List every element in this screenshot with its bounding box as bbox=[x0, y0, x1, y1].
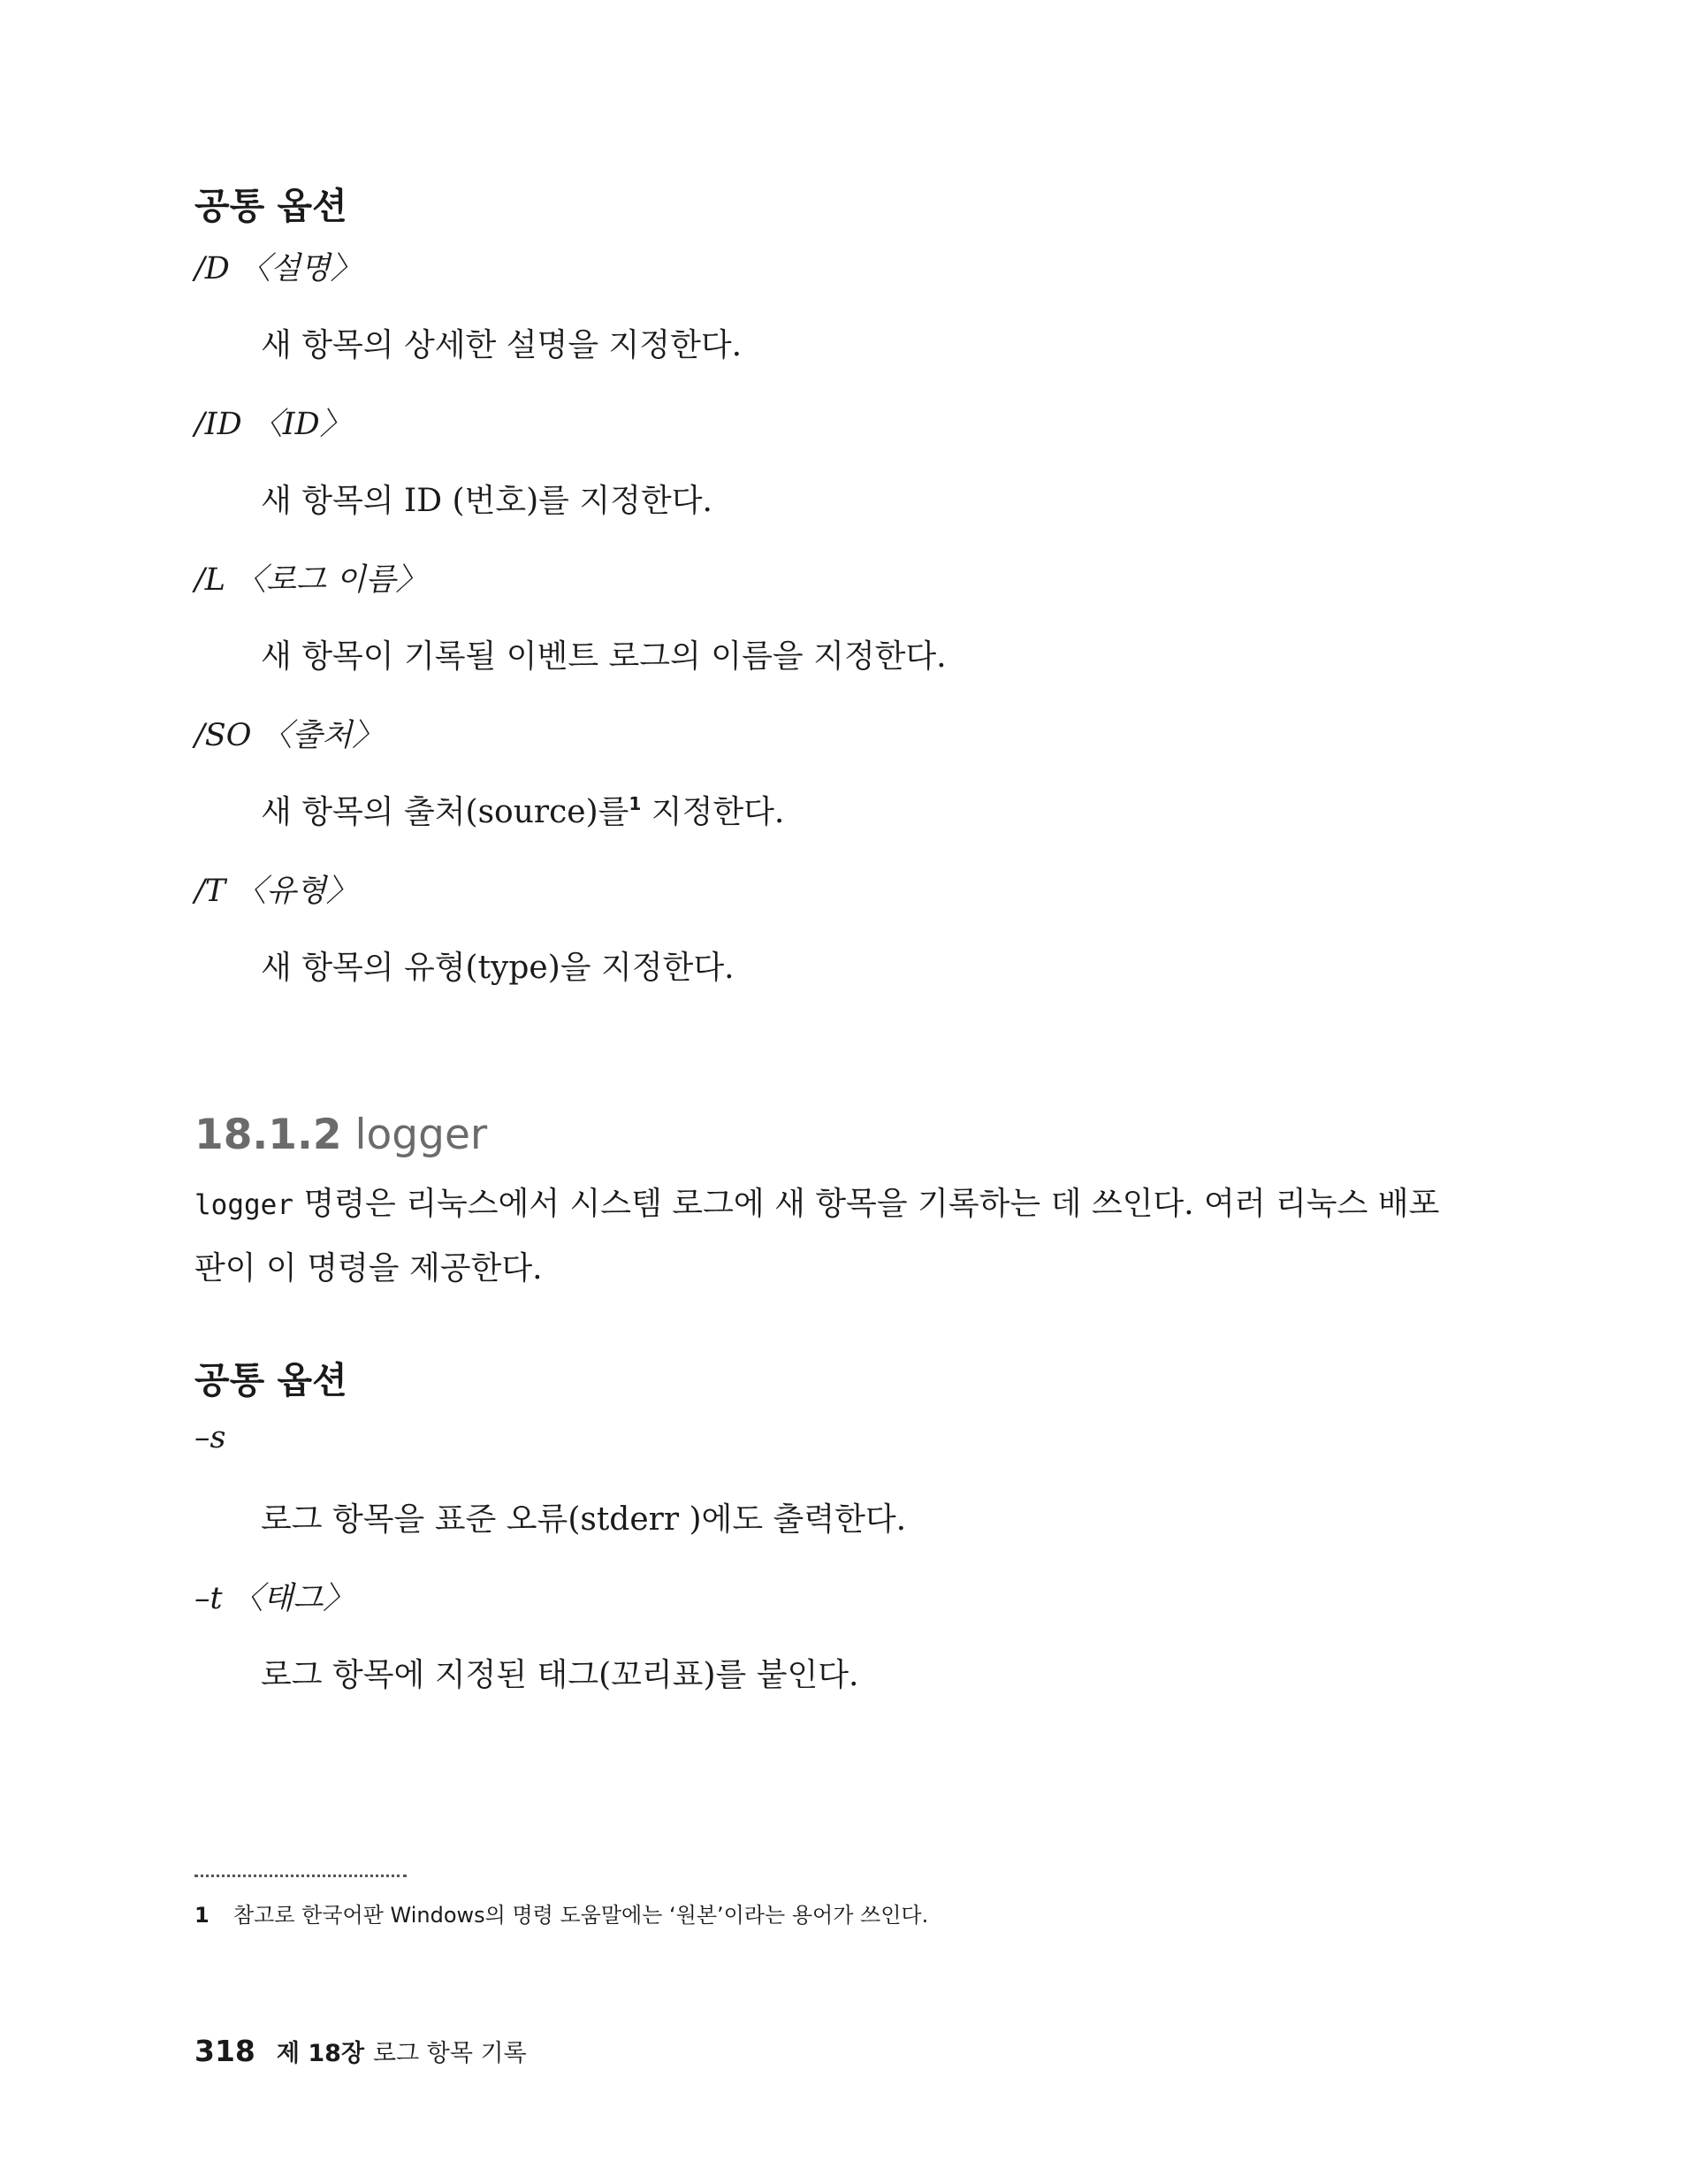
option-description-text: 새 항목의 출처(source)를 bbox=[261, 794, 629, 830]
option-flag: /ID 〈ID〉 bbox=[194, 407, 351, 442]
option-description: 새 항목의 유형(type)을 지정한다. bbox=[261, 950, 735, 986]
option-flag: /SO 〈출처〉 bbox=[194, 718, 384, 753]
option-flag: /D 〈설명〉 bbox=[194, 251, 362, 286]
option-description: 로그 항목을 표준 오류(stderr )에도 출력한다. bbox=[261, 1501, 907, 1538]
paragraph-text: 명령은 리눅스에서 시스템 로그에 새 항목을 기록하는 데 쓰인다. 여러 리눅스 배포판이 이 명령을 제공한다. bbox=[194, 1186, 1440, 1287]
subsection-name: logger bbox=[354, 1111, 488, 1159]
option-flag: /T 〈유형〉 bbox=[194, 874, 357, 909]
option-flag: –t 〈태그〉 bbox=[194, 1581, 354, 1616]
footnote-divider bbox=[194, 1875, 407, 1877]
page-number: 318 bbox=[194, 2034, 255, 2068]
option-description: 새 항목의 ID (번호)를 지정한다. bbox=[261, 483, 712, 519]
chapter-label: 제 18장 bbox=[276, 2040, 365, 2067]
footnote-text: 참고로 한국어판 Windows의 명령 도움말에는 ‘원본’이라는 용어가 쓰인다. bbox=[233, 1903, 929, 1928]
option-description: 로그 항목에 지정된 태그(꼬리표)를 붙인다. bbox=[261, 1657, 859, 1693]
body-paragraph bbox=[194, 1172, 1450, 1300]
subsection-number: 18.1.2 bbox=[194, 1111, 342, 1159]
chapter-title: 로그 항목 기록 bbox=[373, 2040, 527, 2067]
page-footer bbox=[194, 2034, 527, 2068]
option-flag: /L 〈로그 이름〉 bbox=[194, 562, 427, 598]
section-title: 공통 옵션 bbox=[194, 185, 347, 227]
option-description bbox=[261, 787, 784, 832]
option-flag: –s bbox=[194, 1420, 226, 1455]
option-description: 새 항목이 기록될 이벤트 로그의 이름을 지정한다. bbox=[261, 638, 947, 675]
section-title: 공통 옵션 bbox=[194, 1359, 347, 1401]
option-description-text-end: 지정한다. bbox=[641, 794, 785, 830]
footnote bbox=[194, 1898, 928, 1928]
inline-code: logger bbox=[194, 1189, 293, 1221]
footnote-reference: 1 bbox=[629, 793, 642, 814]
option-description: 새 항목의 상세한 설명을 지정한다. bbox=[261, 327, 743, 363]
subsection-heading bbox=[194, 1111, 487, 1159]
footnote-number: 1 bbox=[194, 1903, 210, 1928]
